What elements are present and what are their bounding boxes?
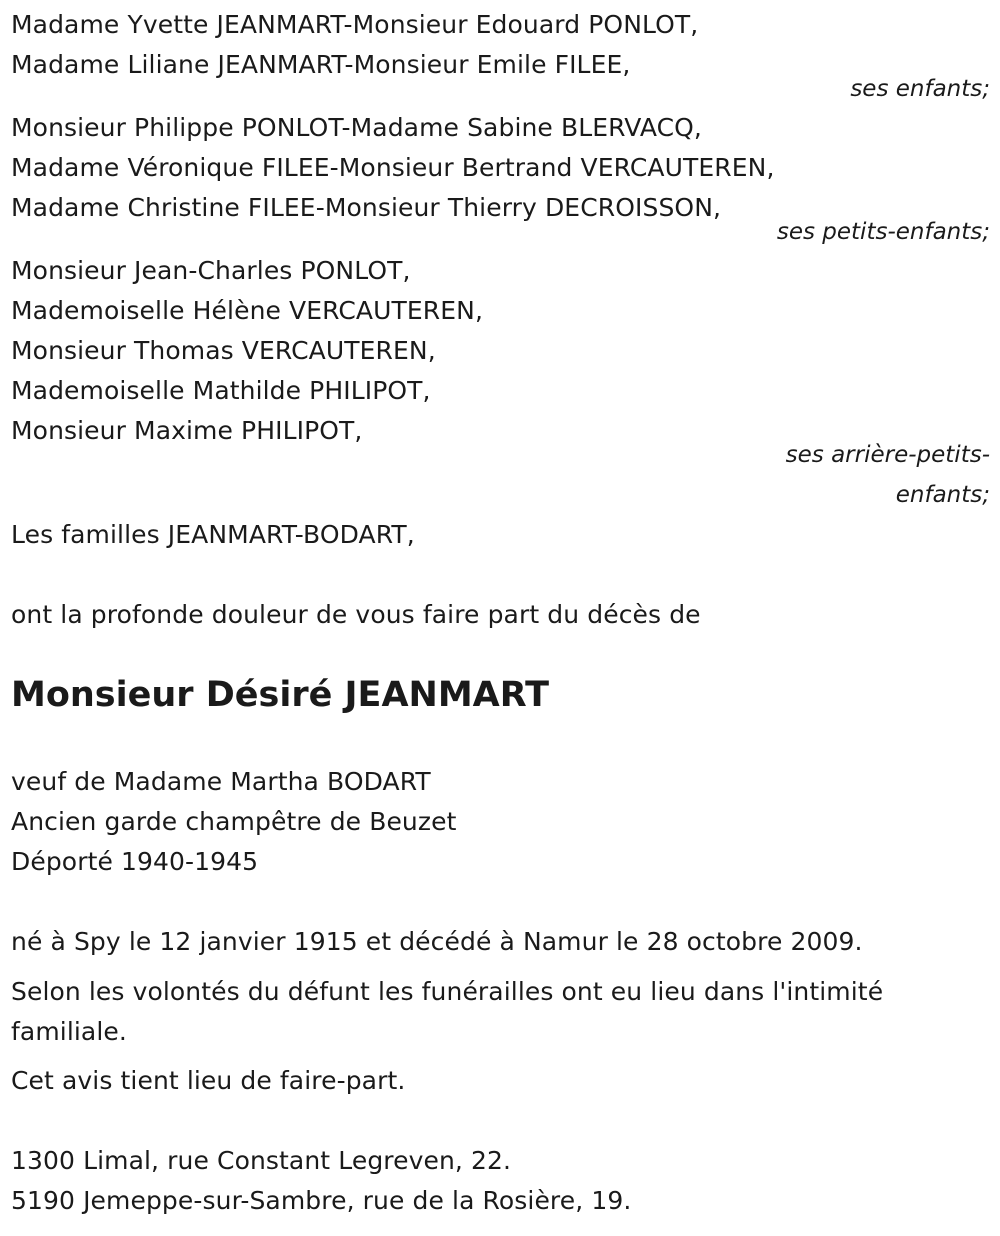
great-grandchildren-role-label-1: ses arrière-petits- — [785, 442, 990, 468]
great-grandchild-line: Monsieur Thomas VERCAUTEREN, — [11, 336, 436, 365]
grandchild-line: Madame Christine FILEE-Monsieur Thierry DECROISSON, — [11, 193, 722, 222]
funeral-line-1: Selon les volontés du défunt les funérailles ont eu lieu dans l'intimité — [11, 977, 884, 1006]
birth-death-line: né à Spy le 12 janvier 1915 et décédé à Namur le 28 octobre 2009. — [11, 927, 863, 956]
detail-line: Ancien garde champêtre de Beuzet — [11, 807, 457, 836]
great-grandchild-line: Mademoiselle Hélène VERCAUTEREN, — [11, 296, 483, 325]
detail-line: veuf de Madame Martha BODART — [11, 767, 431, 796]
address-line: 5190 Jemeppe-sur-Sambre, rue de la Rosière, 19. — [11, 1186, 632, 1215]
great-grandchild-line: Monsieur Maxime PHILIPOT, — [11, 416, 363, 445]
child-line: Madame Liliane JEANMART-Monsieur Emile FILEE, — [11, 50, 631, 79]
great-grandchild-line: Mademoiselle Mathilde PHILIPOT, — [11, 376, 431, 405]
great-grandchild-line: Monsieur Jean-Charles PONLOT, — [11, 256, 411, 285]
grandchild-line: Madame Véronique FILEE-Monsieur Bertrand VERCAUTEREN, — [11, 153, 775, 182]
announcement-line: ont la profonde douleur de vous faire part du décès de — [11, 600, 701, 629]
deceased-name: Monsieur Désiré JEANMART — [11, 675, 550, 715]
grandchild-line: Monsieur Philippe PONLOT-Madame Sabine BLERVACQ, — [11, 113, 702, 142]
grandchildren-role-label: ses petits-enfants; — [776, 219, 990, 245]
child-line: Madame Yvette JEANMART-Monsieur Edouard PONLOT, — [11, 10, 699, 39]
children-role-label: ses enfants; — [850, 76, 990, 102]
families-line: Les familles JEANMART-BODART, — [11, 520, 415, 549]
great-grandchildren-role-label-2: enfants; — [895, 482, 990, 508]
notice-line: Cet avis tient lieu de faire-part. — [11, 1066, 406, 1095]
address-line: 1300 Limal, rue Constant Legreven, 22. — [11, 1146, 512, 1175]
funeral-line-2: familiale. — [11, 1017, 127, 1046]
detail-line: Déporté 1940-1945 — [11, 847, 259, 876]
